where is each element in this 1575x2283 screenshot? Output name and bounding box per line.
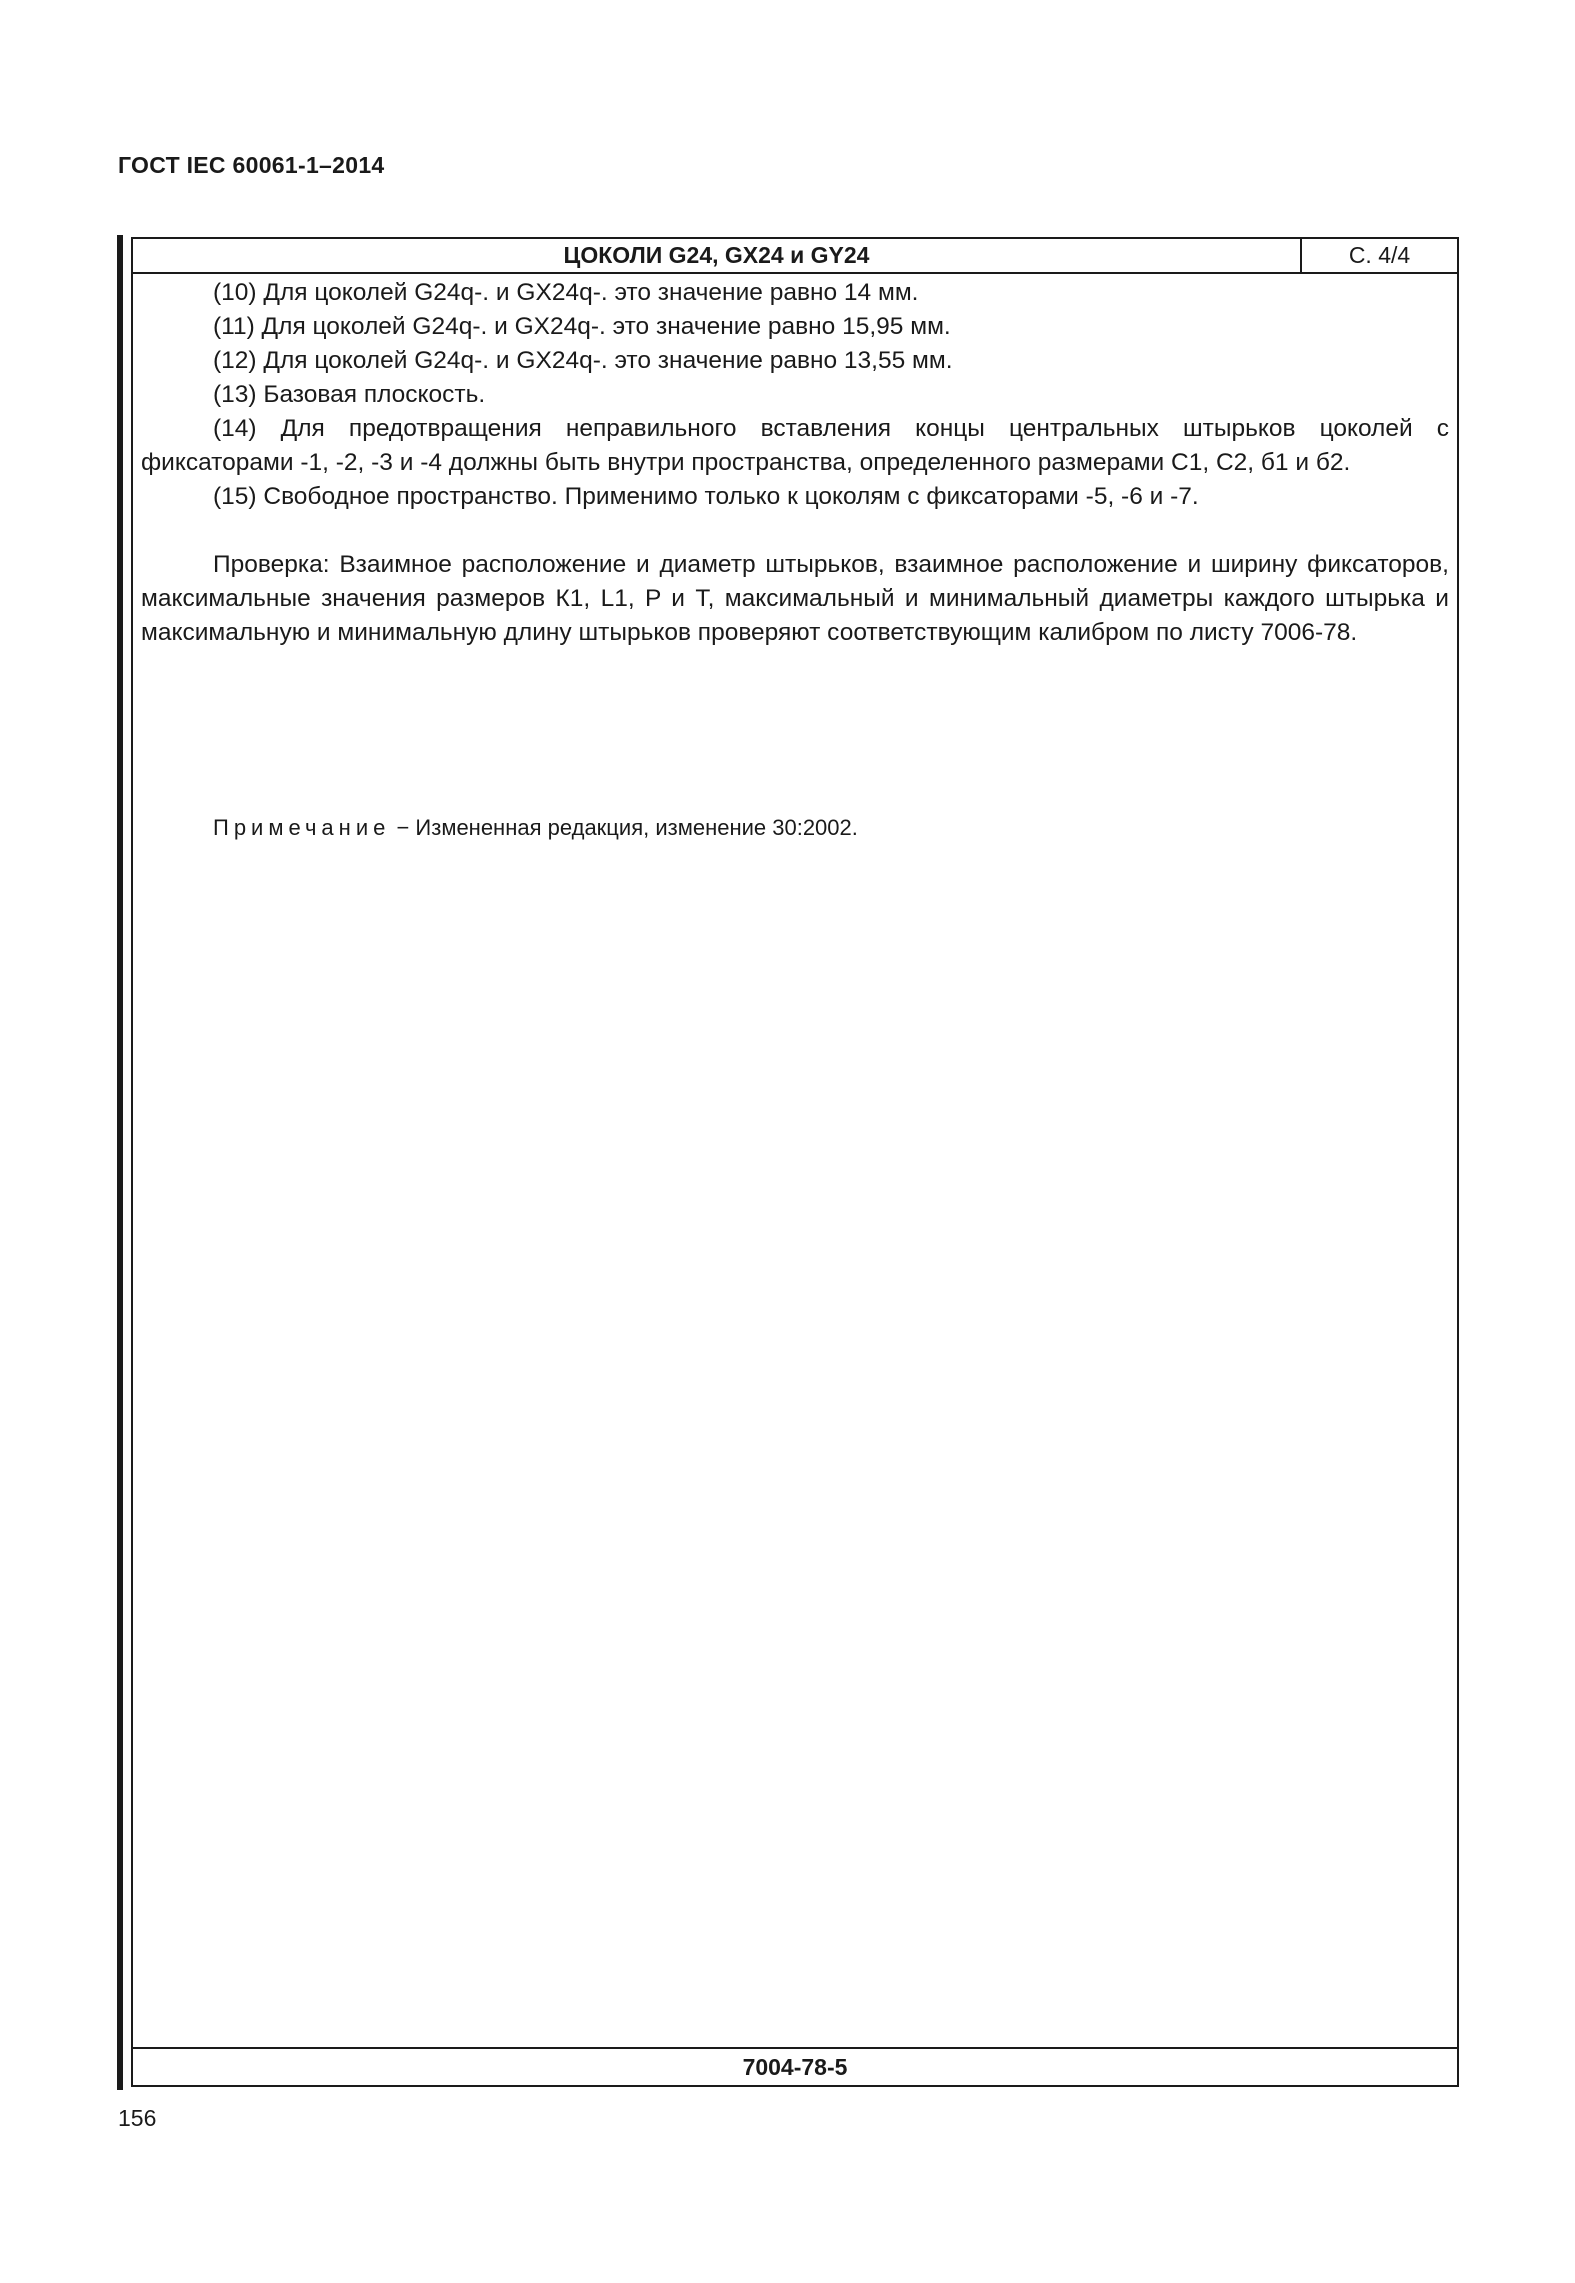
note-item: (15) Свободное пространство. Применимо только к цоколям с фиксаторами -5, -6 и -7. — [213, 483, 1199, 510]
change-bar — [117, 235, 123, 2090]
amendment-note — [213, 813, 858, 843]
note-item: (11) Для цоколей G24q-. и GX24q-. это значение равно 15,95 мм. — [213, 313, 951, 340]
document-code: ГОСТ IEC 60061-1–2014 — [118, 152, 385, 178]
note-item: (13) Базовая плоскость. — [213, 381, 486, 408]
sheet-page-label: С. 4/4 — [1348, 242, 1411, 268]
check-paragraph: Проверка: Взаимное расположение и диаметр штырьков, взаимное расположение и ширину фиксаторов, максимальные значения размеров К1, L1, P и Т, максимальный и минимальный диаметры каждого штырька и максимальную и минимальную длину штырьков проверяют соответствующим калибром по листу 7006-78. — [141, 551, 1449, 646]
standard-sheet — [131, 237, 1459, 2087]
sheet-title-row — [133, 239, 1457, 274]
sheet-content — [141, 276, 1449, 650]
note-item: (10) Для цоколей G24q-. и GX24q-. это значение равно 14 мм. — [213, 279, 919, 306]
sheet-title: ЦОКОЛИ G24, GX24 и GY24 — [133, 239, 1302, 272]
note-text: − Измененная редакция, изменение 30:2002. — [390, 815, 858, 840]
note-label: Примечание — [213, 815, 391, 840]
note-item: (14) Для предотвращения неправильного вставления концы центральных штырьков цоколей с фиксаторами -1, -2, -3 и -4 должны быть внутри пространства, определенного размерами С1, С2, б1 и б2. — [141, 415, 1449, 476]
note-item: (12) Для цоколей G24q-. и GX24q-. это значение равно 13,55 мм. — [213, 347, 953, 374]
page-number: 156 — [118, 2105, 157, 2131]
sheet-number: 7004-78-5 — [133, 2047, 1457, 2085]
